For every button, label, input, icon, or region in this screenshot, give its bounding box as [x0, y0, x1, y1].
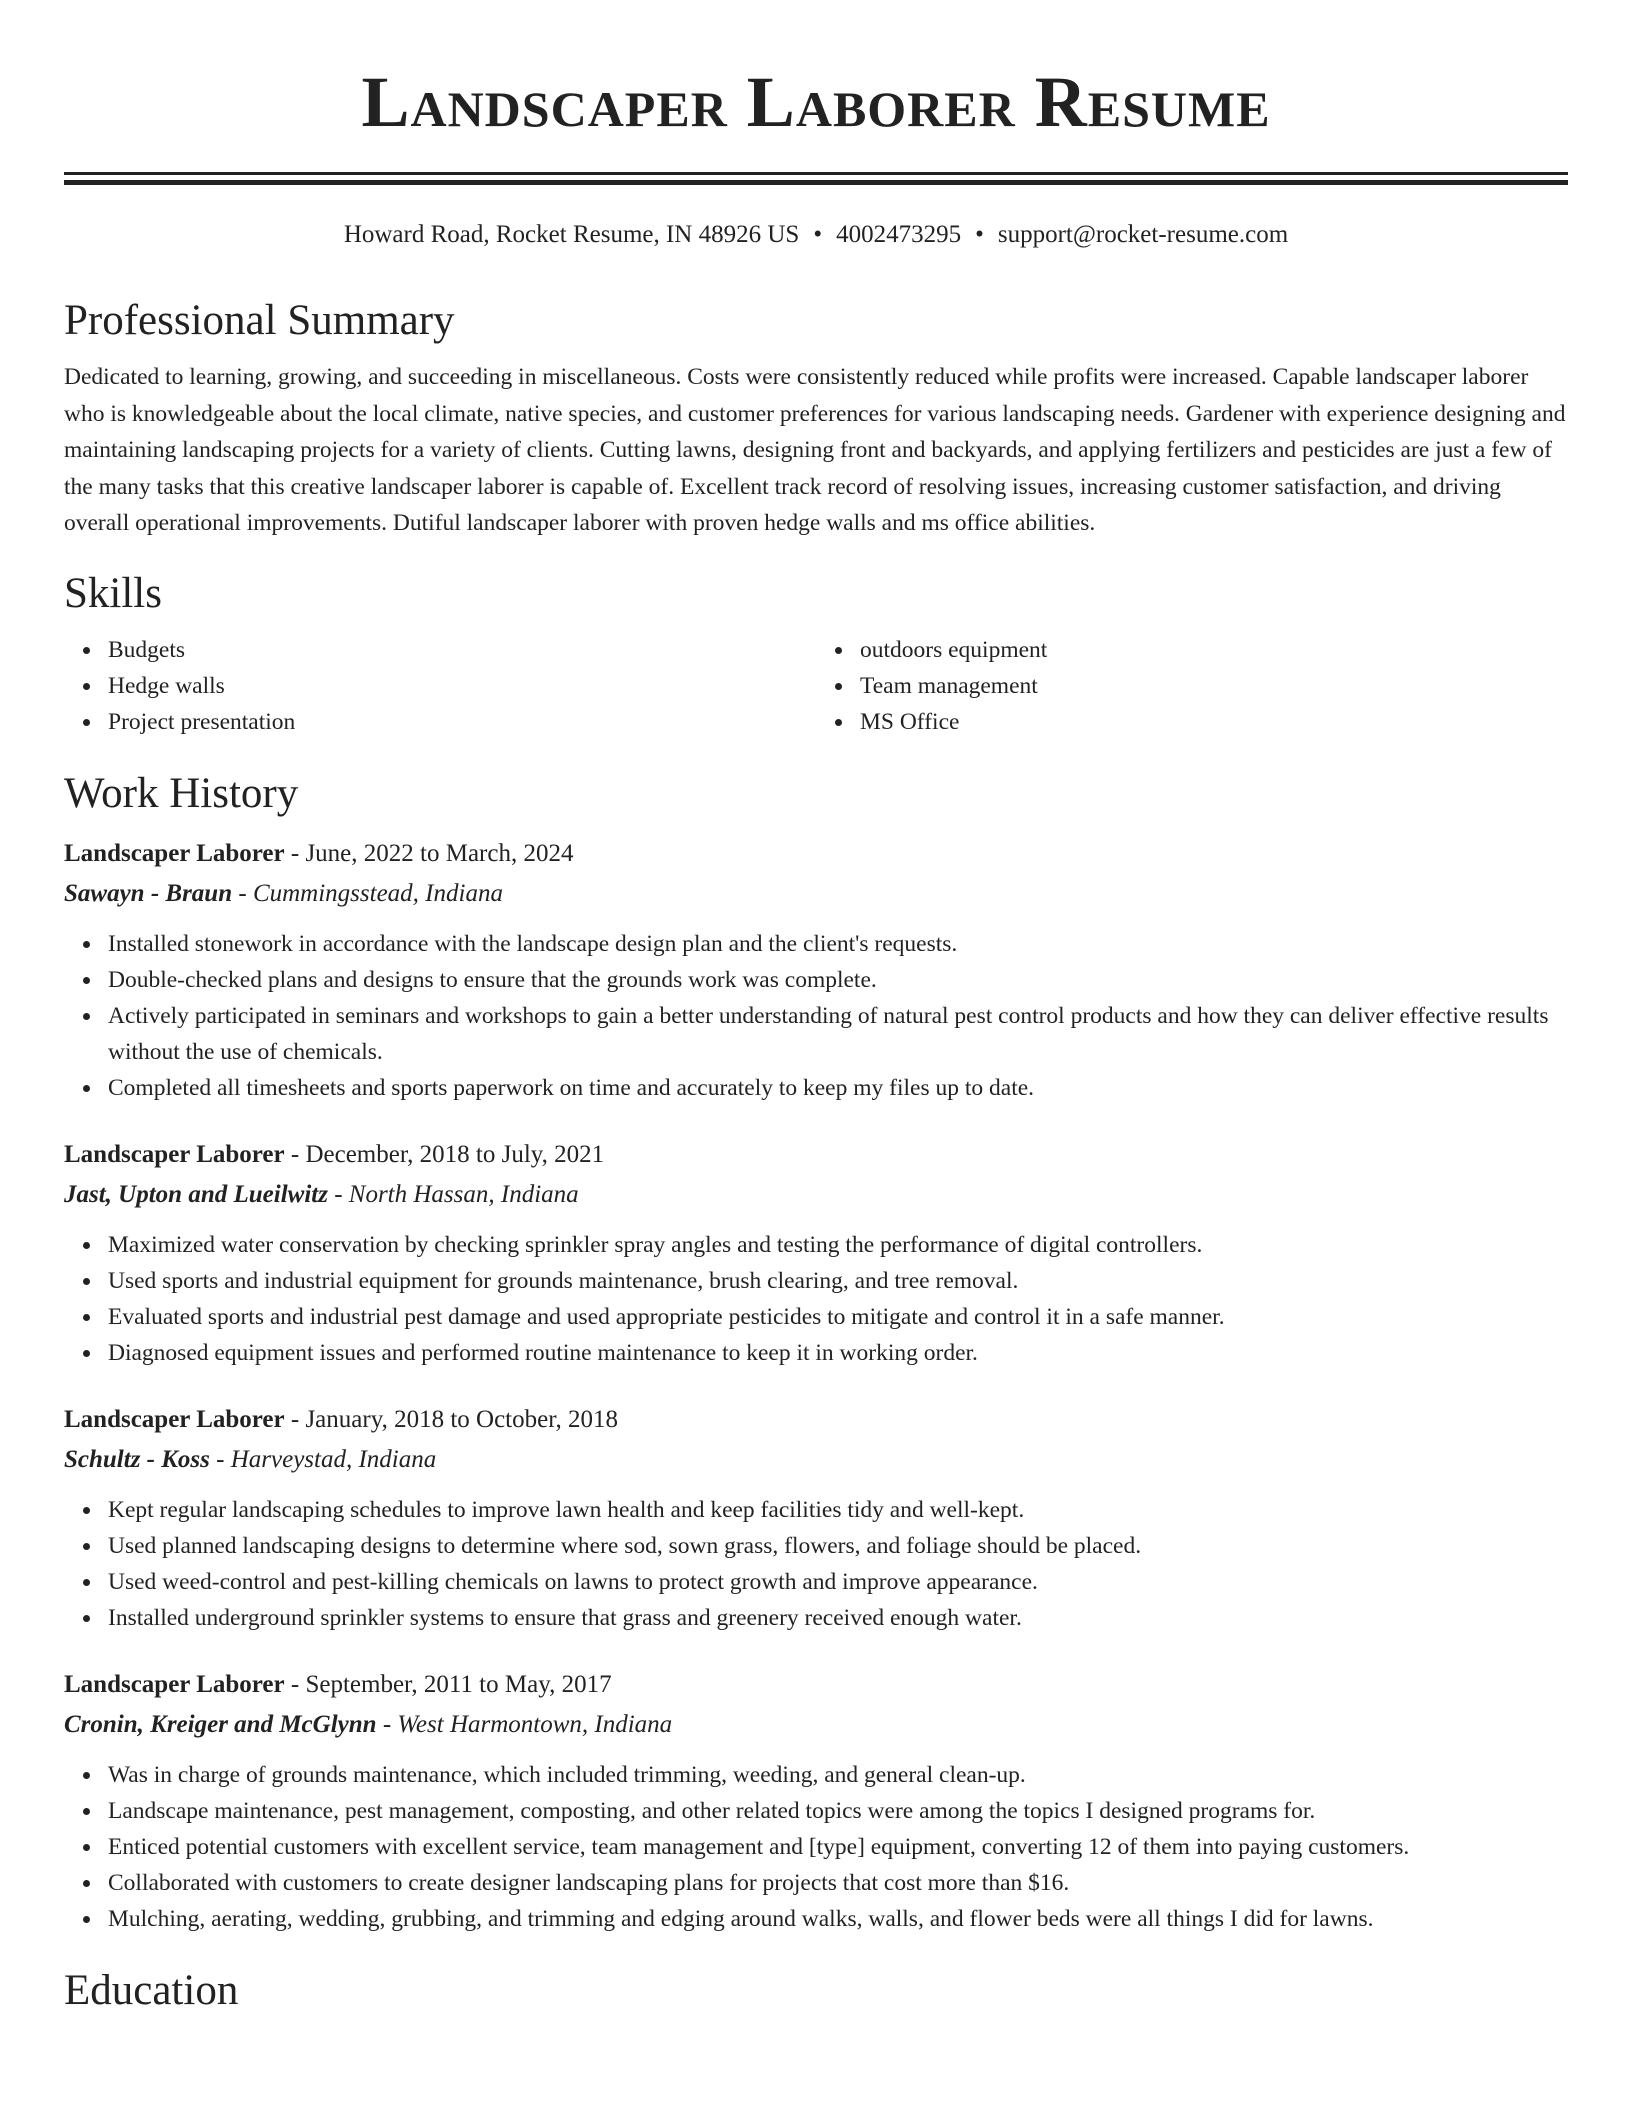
job-company-line — [64, 1440, 1568, 1480]
job-location: - West Harmontown, Indiana — [376, 1710, 673, 1738]
contact-phone: 4002473295 — [836, 221, 962, 248]
job-duties — [64, 1227, 1568, 1371]
duty-item: Was in charge of grounds maintenance, which included trimming, weeding, and general clean-up. — [108, 1757, 1568, 1793]
job-title: Landscaper Laborer — [64, 1405, 285, 1433]
job-title: Landscaper Laborer — [64, 839, 285, 867]
work-history-heading: Work History — [64, 769, 299, 817]
job-dates: - June, 2022 to March, 2024 — [284, 839, 574, 867]
summary-text: Dedicated to learning, growing, and succeeding in miscellaneous. Costs were consistently reduced while profits were increased. Capable landscaper laborer who is knowledgeable about the local climate, native species, and customer preferences for various landscaping needs. Gardener with experience designing and maintaining landscaping projects for a variety of clients. Cutting lawns, designing front and backyards, and applying fertilizers and pesticides are just a few of the many tasks that this creative landscaper laborer is capable of. Excellent track record of resolving issues, increasing customer satisfaction, and driving overall operational improvements. Dutiful landscaper laborer with proven hedge walls and ms office abilities. — [64, 364, 1566, 536]
skills-list-right — [816, 632, 1568, 740]
duty-item: Collaborated with customers to create designer landscaping plans for projects that cost more than $16. — [108, 1865, 1568, 1901]
skill-item: MS Office — [860, 704, 1568, 740]
job-title: Landscaper Laborer — [64, 1140, 285, 1168]
duty-item: Landscape maintenance, pest management, composting, and other related topics were among the topics I designed programs for. — [108, 1793, 1568, 1829]
job-title-line — [64, 1665, 1568, 1705]
education-heading: Education — [64, 1966, 239, 2014]
skill-item: outdoors equipment — [860, 632, 1568, 668]
job-company: Jast, Upton and Lueilwitz — [64, 1180, 328, 1208]
duty-item: Mulching, aerating, wedding, grubbing, and trimming and edging around walks, walls, and flower beds were all things I did for lawns. — [108, 1901, 1568, 1937]
duty-item: Used weed-control and pest-killing chemicals on lawns to protect growth and improve appearance. — [108, 1564, 1568, 1600]
skills-list-left — [64, 632, 816, 740]
duty-item: Actively participated in seminars and workshops to gain a better understanding of natural pest control products and how they can deliver effective results without the use of chemicals. — [108, 998, 1568, 1070]
job-title-line — [64, 1135, 1568, 1175]
job-duties — [64, 926, 1568, 1106]
job-title-line — [64, 834, 1568, 874]
job-location: - Harveystad, Indiana — [209, 1445, 437, 1473]
job-entry — [64, 1135, 1568, 1371]
contact-separator: • — [813, 221, 823, 248]
job-title: Landscaper Laborer — [64, 1670, 285, 1698]
duty-item: Evaluated sports and industrial pest damage and used appropriate pesticides to mitigate and control it in a safe manner. — [108, 1299, 1568, 1335]
duty-item: Enticed potential customers with excellent service, team management and [type] equipment, converting 12 of them into paying customers. — [108, 1829, 1568, 1865]
job-location: - Cummingsstead, Indiana — [232, 879, 503, 907]
job-duties — [64, 1757, 1568, 1937]
skill-item: Team management — [860, 668, 1568, 704]
job-company-line — [64, 1175, 1568, 1215]
title-divider-bottom — [64, 180, 1568, 185]
job-company: Schultz - Koss — [64, 1445, 210, 1473]
duty-item: Used planned landscaping designs to determine where sod, sown grass, flowers, and foliage should be placed. — [108, 1528, 1568, 1564]
job-dates: - September, 2011 to May, 2017 — [284, 1670, 612, 1698]
job-duties — [64, 1492, 1568, 1636]
resume-title: Landscaper Laborer Resume — [361, 62, 1271, 142]
skill-item: Hedge walls — [108, 668, 816, 704]
contact-line — [64, 219, 1568, 251]
job-location: - North Hassan, Indiana — [327, 1180, 579, 1208]
summary-heading: Professional Summary — [64, 297, 455, 344]
skills-columns — [64, 632, 1568, 740]
job-title-line — [64, 1400, 1568, 1440]
duty-item: Diagnosed equipment issues and performed routine maintenance to keep it in working order. — [108, 1335, 1568, 1371]
job-dates: - December, 2018 to July, 2021 — [284, 1140, 605, 1168]
work-history-section — [64, 768, 1568, 1937]
contact-email: support@rocket-resume.com — [997, 221, 1289, 248]
contact-separator: • — [975, 221, 984, 248]
duty-item: Used sports and industrial equipment for grounds maintenance, brush clearing, and tree removal. — [108, 1263, 1568, 1299]
education-section — [64, 1965, 1568, 2017]
skill-item: Project presentation — [108, 704, 816, 740]
skill-item: Budgets — [108, 632, 816, 668]
job-company-line — [64, 1705, 1568, 1745]
duty-item: Maximized water conservation by checking sprinkler spray angles and testing the performance of digital controllers. — [108, 1227, 1568, 1263]
job-company: Sawayn - Braun — [64, 879, 233, 907]
title-divider-top — [64, 172, 1568, 175]
job-company-line — [64, 874, 1568, 914]
job-company: Cronin, Kreiger and McGlynn — [64, 1710, 377, 1738]
duty-item: Installed stonework in accordance with the landscape design plan and the client's requests. — [108, 926, 1568, 962]
duty-item: Installed underground sprinkler systems to ensure that grass and greenery received enough water. — [108, 1600, 1568, 1636]
skills-section — [64, 568, 1568, 740]
duty-item: Double-checked plans and designs to ensure that the grounds work was complete. — [108, 962, 1568, 998]
summary-section — [64, 295, 1568, 542]
duty-item: Kept regular landscaping schedules to improve lawn health and keep facilities tidy and well-kept. — [108, 1492, 1568, 1528]
job-dates: - January, 2018 to October, 2018 — [284, 1405, 619, 1433]
job-entry — [64, 834, 1568, 1106]
job-entry — [64, 1665, 1568, 1937]
contact-address: Howard Road, Rocket Resume, IN 48926 US — [343, 221, 800, 248]
job-entry — [64, 1400, 1568, 1636]
skills-heading: Skills — [64, 569, 162, 617]
duty-item: Completed all timesheets and sports paperwork on time and accurately to keep my files up to date. — [108, 1070, 1568, 1106]
